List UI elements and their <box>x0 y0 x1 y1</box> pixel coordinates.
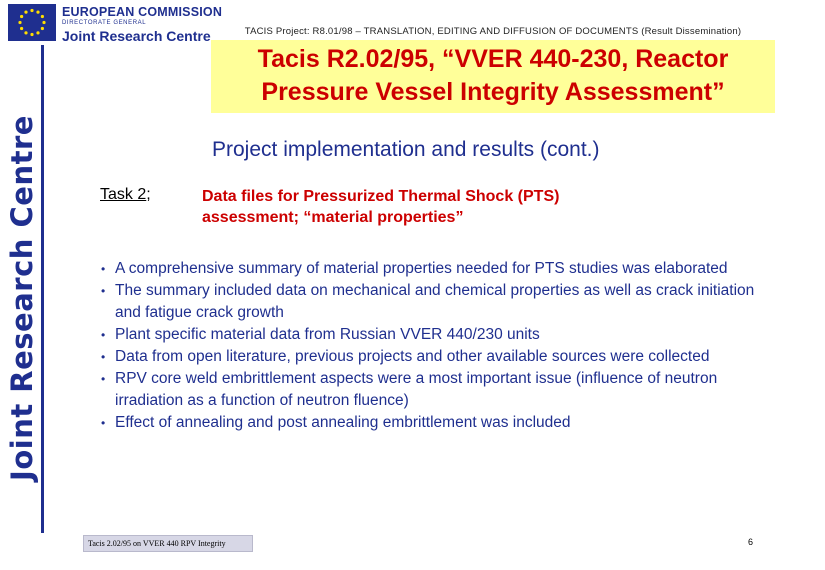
organization-name: EUROPEAN COMMISSION <box>62 5 223 19</box>
task-label <box>100 186 151 204</box>
eu-flag-logo <box>8 4 56 41</box>
slide-subtitle: Project implementation and results (cont.) <box>212 138 600 161</box>
list-item: • Data from open literature, previous projects and other available sources were collected <box>99 346 759 368</box>
star-icon <box>42 21 45 24</box>
task-description-line1: Data files for Pressurized Thermal Shock (PTS) <box>202 188 560 205</box>
bullet-list <box>99 258 759 434</box>
page-number: 6 <box>748 537 754 547</box>
list-item: • The summary included data on mechanical and chemical properties as well as crack initiation and fatigue crack growth <box>99 280 759 324</box>
star-icon <box>36 11 39 14</box>
task-label-text: Task 2 <box>100 186 147 203</box>
eu-stars-icon <box>8 4 56 41</box>
star-icon <box>18 21 21 24</box>
task-label-colon: ; <box>146 186 151 203</box>
centre-name: Joint Research Centre <box>62 28 211 44</box>
slide-title-line1: Tacis R2.02/95, “VVER 440-230, Reactor <box>257 45 729 73</box>
task-description <box>202 186 762 228</box>
star-icon <box>24 11 27 14</box>
task-description-line2: assessment; “material properties” <box>202 209 464 226</box>
star-icon <box>30 9 33 12</box>
star-icon <box>30 33 33 36</box>
directorate-name: DIRECTORATE GENERAL <box>62 20 147 26</box>
list-item: • A comprehensive summary of material properties needed for PTS studies was elaborated <box>99 258 759 280</box>
star-icon <box>41 27 44 30</box>
star-icon <box>20 15 23 18</box>
star-icon <box>20 27 23 30</box>
side-banner-text: Joint Research Centre <box>5 114 39 481</box>
project-line: TACIS Project: R8.01/98 – TRANSLATION, EDITING AND DIFFUSION OF DOCUMENTS (Result Dissemination) <box>244 26 742 37</box>
footer-label: Tacis 2.02/95 on VVER 440 RPV Integrity <box>83 535 253 552</box>
slide-title-line2: Pressure Vessel Integrity Assessment” <box>261 78 725 106</box>
list-item: • Plant specific material data from Russian VVER 440/230 units <box>99 324 759 346</box>
star-icon <box>24 31 27 34</box>
side-banner <box>2 114 42 481</box>
slide-title <box>211 40 775 113</box>
star-icon <box>36 31 39 34</box>
star-icon <box>41 15 44 18</box>
list-item: • Effect of annealing and post annealing embrittlement was included <box>99 412 759 434</box>
list-item: • RPV core weld embrittlement aspects were a most important issue (influence of neutron irradiation as a function of neutron fluence) <box>99 368 759 412</box>
commission-header <box>62 5 222 44</box>
